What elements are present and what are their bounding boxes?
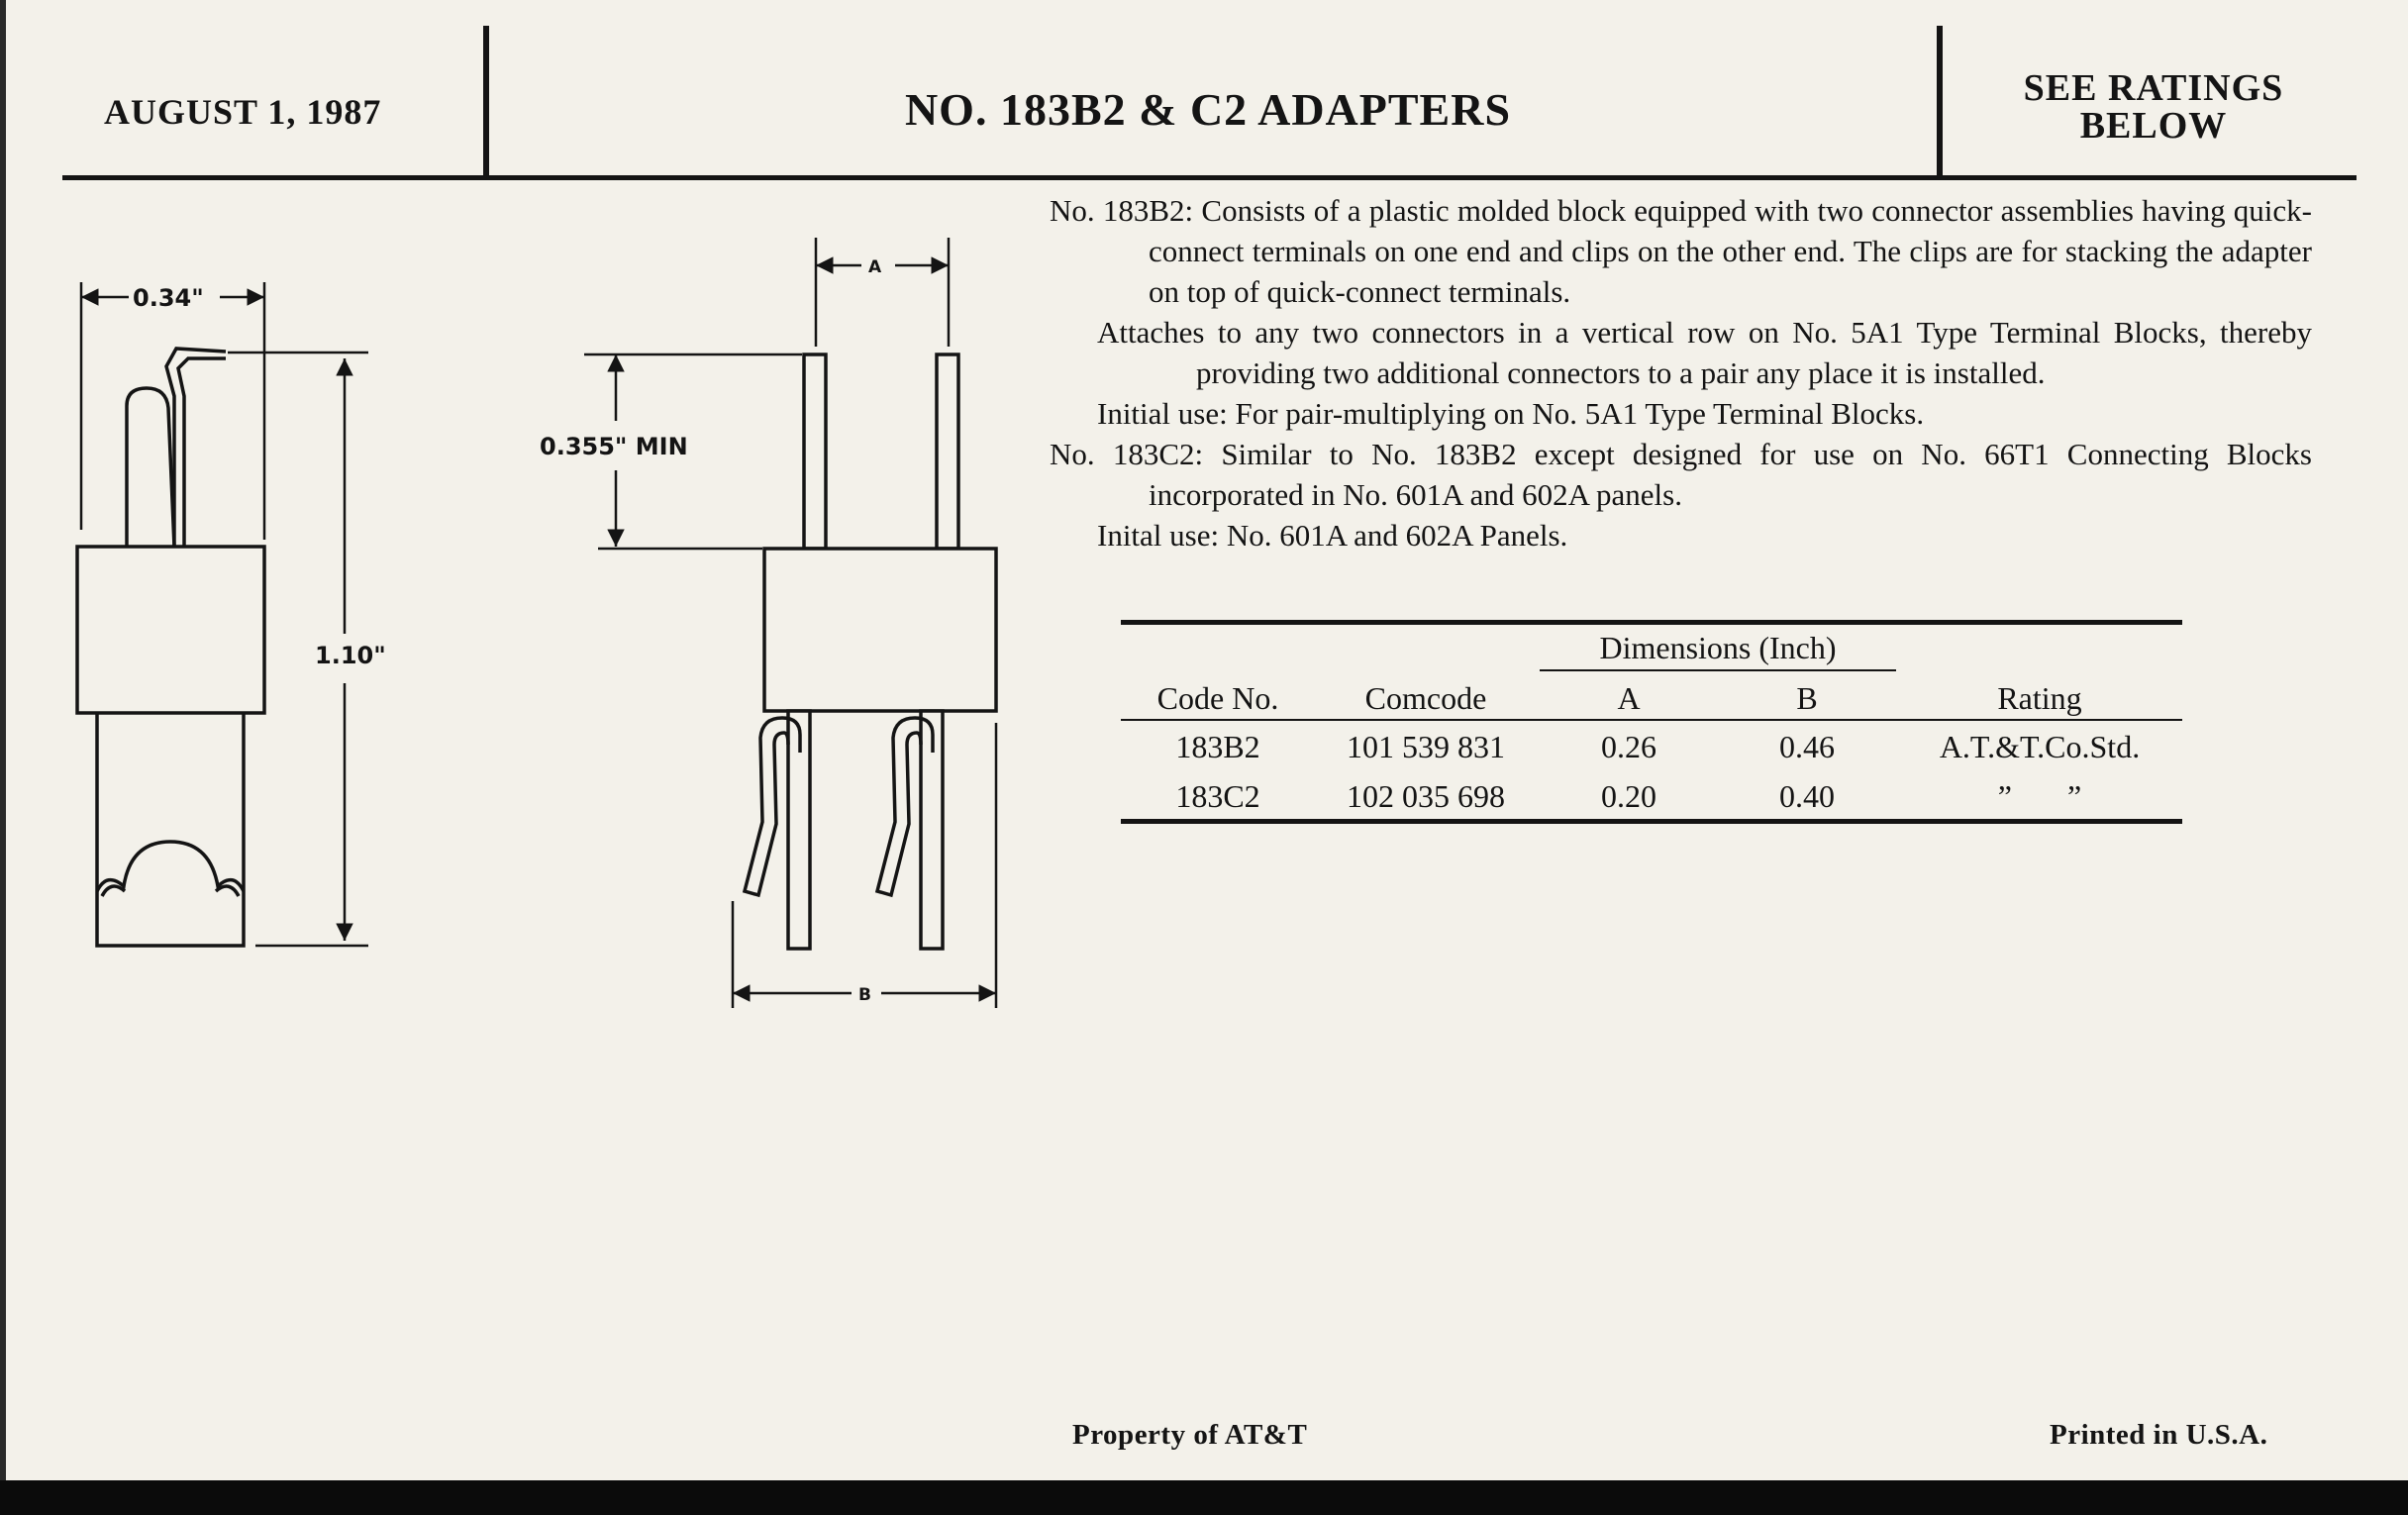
table-cell-b: 0.46 <box>1779 729 1835 764</box>
adapter-drawings <box>0 0 1050 1089</box>
footer-printed: Printed in U.S.A. <box>2050 1419 2268 1451</box>
label-min: 0.355" MIN <box>540 433 688 460</box>
rating-note-line-2: BELOW <box>2079 105 2228 147</box>
side-view-drawing <box>77 282 368 946</box>
table-header-code: Code No. <box>1156 680 1279 716</box>
table-group-header: Dimensions (Inch) <box>1599 630 1837 665</box>
table-header-a: A <box>1617 680 1641 716</box>
table-bottom-rule <box>1121 819 2182 824</box>
header-divider-right <box>1937 26 1943 178</box>
table-cell-comcode: 101 539 831 <box>1347 729 1505 764</box>
label-height: 1.10" <box>315 642 386 669</box>
table-cell-a: 0.26 <box>1601 729 1656 764</box>
description-inital-use: Inital use: No. 601A and 602A Panels. <box>1097 518 1568 553</box>
description-attaches: Attaches to any two connectors in a vertical row on No. 5A1 Type Terminal Blocks, thereby providing two additional connectors to a pair any place it is installed. <box>1097 315 2312 390</box>
label-width: 0.34" <box>133 284 204 312</box>
table-cell-rating: ” ” <box>1997 778 2082 814</box>
front-view-drawing <box>584 238 996 1008</box>
description-183c2: No. 183C2: Similar to No. 183B2 except designed for use on No. 66T1 Connecting Blocks incorporated in No. 601A and 602A panels. <box>1050 437 2312 512</box>
table-header-rating: Rating <box>1997 680 2082 716</box>
header-rating-note <box>1956 69 2352 145</box>
table-cell-rating: A.T.&T.Co.Std. <box>1939 729 2141 764</box>
table-header-b: B <box>1796 680 1818 716</box>
table-header-comcode: Comcode <box>1364 680 1487 716</box>
description <box>1050 190 2312 556</box>
label-a: A <box>868 257 882 277</box>
label-b: B <box>858 985 871 1005</box>
footer-property: Property of AT&T <box>1072 1419 1308 1451</box>
rating-note-line-1: SEE RATINGS <box>2023 67 2284 109</box>
table-cell-comcode: 102 035 698 <box>1347 778 1505 814</box>
table-cell-b: 0.40 <box>1779 778 1835 814</box>
table-cell-code: 183B2 <box>1175 729 1260 764</box>
header-date: AUGUST 1, 1987 <box>104 92 382 132</box>
table-cell-code: 183C2 <box>1175 778 1260 814</box>
table-group-rule <box>1540 669 1896 671</box>
table-header-rule <box>1121 719 2182 721</box>
description-183b2: No. 183B2: Consists of a plastic molded block equipped with two connector assemblies having quick-connect terminals on one end and clips on the other end. The clips are for stacking the adapter on top of quick-connect terminals. <box>1050 193 2312 309</box>
table-top-rule <box>1121 620 2182 625</box>
description-initial-use: Initial use: For pair-multiplying on No. 5A1 Type Terminal Blocks. <box>1097 396 1925 431</box>
page-title: NO. 183B2 & C2 ADAPTERS <box>904 84 1512 135</box>
table-cell-a: 0.20 <box>1601 778 1656 814</box>
